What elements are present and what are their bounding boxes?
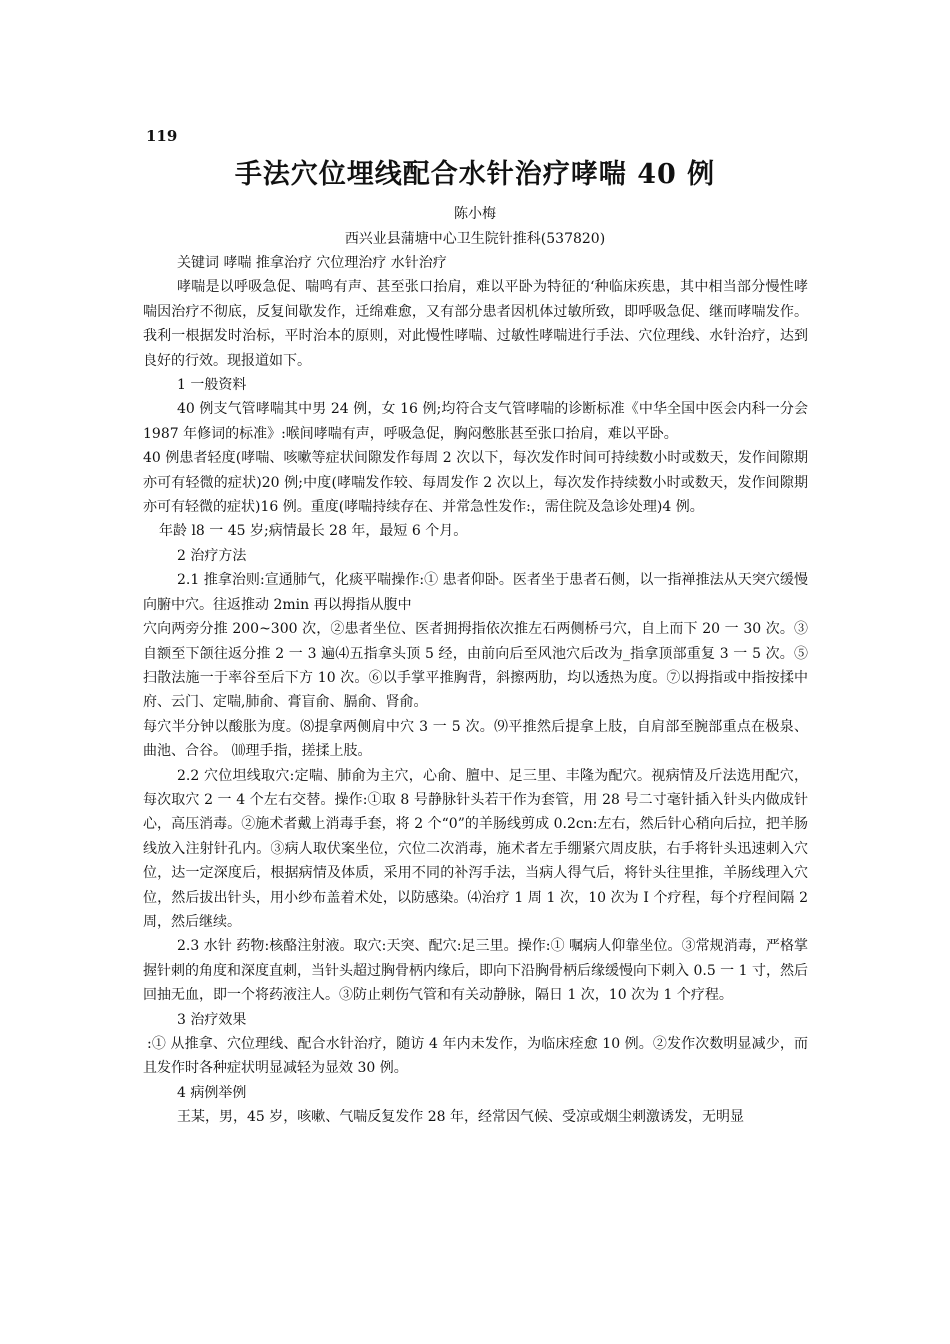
paragraph-massage-steps: 穴向两旁分推 200~300 次，②患者坐位、医者拥拇指依次推左石两侧桥弓穴，自上而下 20 一 30 次。③自额至下颌往返分推 2 一 3 遍⑷五指拿头顶 5 经，由前向后至风池穴后改为_指拿顶部重复 3 一 5 次。⑤扫散法施一于率谷至后下方 10 次。⑥以手掌平推胸背，斜擦两肋，均以透热为度。⑦以拇指或中指按揉中府、云门、定喘,肺俞、膏盲俞、膈俞、肾俞。 [143, 621, 808, 711]
keywords: 关键词 哮喘 推拿治疗 穴位理治疗 水针治疗 [177, 255, 447, 271]
paragraph-results: :① 从推拿、穴位理线、配合水针治疗，随访 4 年内未发作，为临床痊愈 10 例。②发作次数明显减少，而且发作时各种症状明显减轻为显效 30 例。 [143, 1036, 808, 1077]
section-heading-results: 3 治疗效果 [177, 1011, 247, 1028]
paragraph-massage: 2.1 推拿治则:宣通肺气，化痰平喘操作:① 患者仰卧。医者坐于患者石侧，以一指禅推法从天突穴缓慢向腑中穴。往返推动 2min 再以拇指从腹中 [143, 572, 808, 613]
author-affiliation: 西兴业县蒲塘中心卫生院针推科(537820) [344, 231, 606, 247]
paragraph-severity: 40 例患者轻度(哮喘、咳嗽等症状间隙发作每周 2 次以下，每次发作时间可持续数小时或数天，发作间隙期亦可有轻微的症状)20 例;中度(哮喘发作较、每周发作 2 次以上，每次发作持续数小时或数天，发作间隙期亦可有轻微的症状)16 例。重度(哮喘持续存在、并常急性发作:，需住院及急诊处理)4 例。 [143, 450, 808, 516]
section-heading-treatment: 2 治疗方法 [177, 547, 247, 564]
paragraph-age: 年龄 l8 一 45 岁;病情最长 28 年，最短 6 个月。 [159, 523, 468, 540]
paragraph-general-data: 40 例支气管哮喘其中男 24 例，女 16 例;均符合支气管哮喘的诊断标准《中华全国中医会内科一分会 1987 年修词的标准》:喉间哮喘有声，呼吸急促，胸闷憋胀甚至张口抬肩，难以平卧。 [143, 401, 808, 442]
section-heading-case: 4 病例举例 [177, 1084, 247, 1101]
article-body [143, 251, 808, 1130]
author-name: 陈小梅 [454, 206, 496, 222]
page-number: 119 [146, 127, 178, 145]
article-title: 手法穴位埋线配合水针治疗哮喘 40 例 [234, 159, 716, 190]
paragraph-massage-steps-cont: 每穴半分钟以酸胀为度。⑻提拿两侧肩中穴 3 一 5 次。⑼平推然后提拿上肢，自肩部至腕部重点在极泉、曲池、合谷。 ⑽理手指，搓揉上肢。 [143, 718, 808, 760]
paragraph-catgut-embedding: 2.2 穴位坦线取穴:定喘、肺俞为主穴，心俞、膻中、足三里、丰隆为配穴。视病情及斤法选用配穴，每次取穴 2 一 4 个左右交替。操作:①取 8 号静脉针头若干作为套管，用 28 号二寸毫针插入针头内做成针心，高压消毒。②施术者戴上消毒手套，将 2 个“0”的羊肠线剪成 0.2cn:左右，然后针心稍向后拉，把羊肠线放入注射针孔内。③病人取伏案坐位，穴位二次消毒，施术者左手绷紧穴周皮肤，右手将针头迅速刺入穴位，达一定深度后，根据病情及体质，采用不同的补泻手法，当病人得气后，将针头往里推，羊肠线理入穴位，然后拔出针头，用小纱布盖着术处，以防感染。⑷治疗 1 周 1 次，10 次为 I 个疗程，每个疗程间隔 2 周，然后继续。 [143, 767, 808, 930]
section-heading-general-data: 1 一般资料 [177, 377, 247, 394]
paragraph-case: 王某，男，45 岁，咳嗽、气喘反复发作 28 年，经常因气候、受凉或烟尘刺激诱发，无明显 [177, 1109, 744, 1126]
paragraph-intro: 哮喘是以呼吸急促、喘鸣有声、甚至张口抬肩，难以平卧为特征的‘种临床疾患，其中相当部分慢性哮喘因治疗不彻底，反复间歇发作，迁绵难愈，又有部分患者因机体过敏所致，即呼吸急促、继而哮喘发作。我利一根据发时治标，平时治本的原则，对此慢性哮喘、过敏性哮喘进行手法、穴位理线、水针治疗，达到良好的行效。现报道如下。 [143, 279, 808, 369]
paragraph-water-needle: 2.3 水针 药物:核酪注射液。取穴:天突、配穴:足三里。操作:① 嘱病人仰靠坐位。③常规消毒，严格掌握针刺的角度和深度直刺，当针头超过胸骨柄内缘后，即向下沿胸骨柄后缘缓慢向下刺入 0.5 一 1 寸，然后回抽无血，即一个将药液注人。③防止刺伤气管和有关动静脉，隔日 1 次，10 次为 1 个疗程。 [143, 938, 808, 1004]
